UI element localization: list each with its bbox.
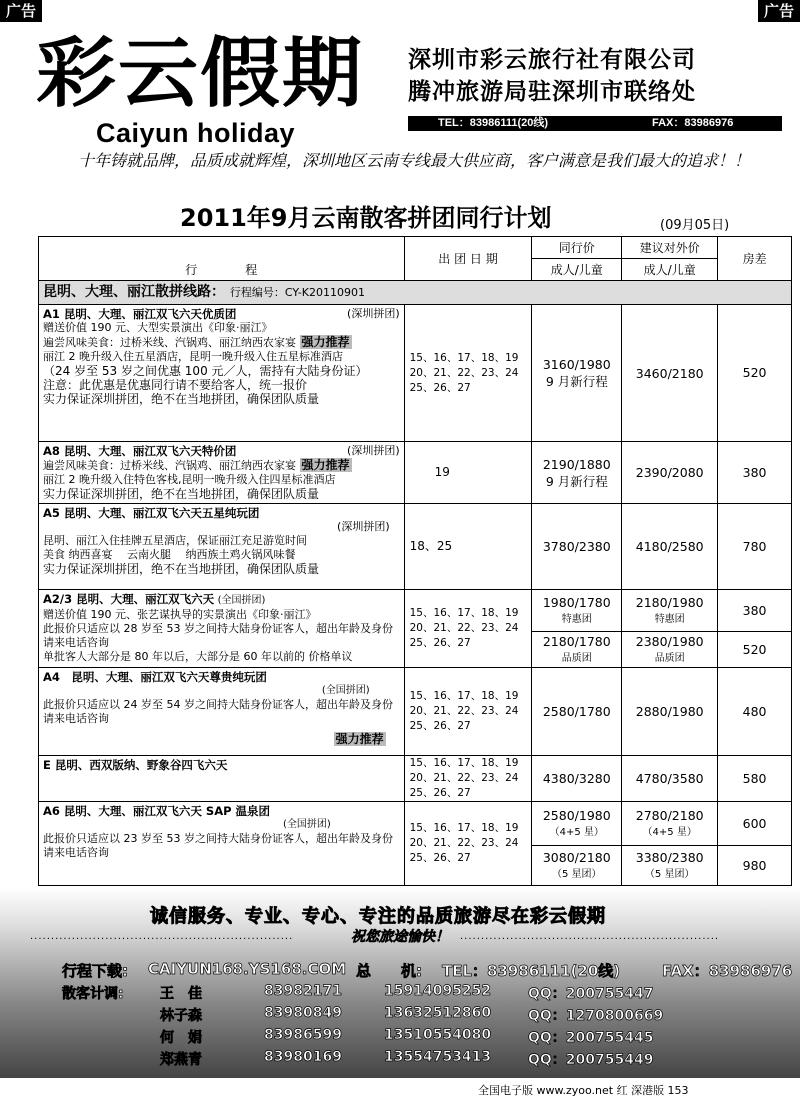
route-title: A8 昆明、大理、丽江双飞六天特价团 (深圳拼团) — [43, 444, 400, 458]
route-cell — [39, 504, 405, 590]
route-line: 美食 纳西喜宴 云南火腿 纳西族土鸡火锅风味餐 — [43, 548, 296, 561]
contact-tel: 83982171 — [264, 983, 342, 999]
retail-price: 4780/3580 — [622, 756, 718, 802]
contact-mobile: 15914095252 — [384, 983, 492, 999]
contact-qq: QQ：200755445 — [528, 1030, 654, 1046]
contact-qq: QQ：1270800669 — [528, 1008, 664, 1024]
main-tel: TEL：83986111(20线) — [442, 962, 621, 980]
ad-label-left: 广告 — [0, 0, 42, 22]
dates-cell: 19 — [404, 442, 532, 504]
route-line: 赠送价值 190 元、张艺谋执导的实景演出《印象·丽江》 — [43, 608, 317, 621]
route-line: 单批客人大部分是 80 年以后，大部分是 60 年以前的 价格单议 — [43, 650, 353, 663]
trade-price: 3080/2180 （5 星团） — [532, 846, 622, 886]
contact-qq: QQ：200755447 — [528, 986, 654, 1002]
company-name-1: 深圳市彩云旅行社有限公司 — [408, 47, 696, 73]
footer-wish: 祝您旅途愉快！ — [351, 929, 449, 945]
contact-mobile: 13510554080 — [384, 1027, 492, 1043]
route-line: 遍尝风味美食：过桥米线、汽锅鸡、丽江纳西农家宴 强力推荐 — [43, 458, 350, 472]
route-tag: (全国拼团) — [283, 819, 331, 830]
contact-mobile: 13554753413 — [384, 1049, 492, 1065]
table-row — [39, 802, 792, 846]
route-cell — [39, 305, 405, 442]
brand-logo-en: Caiyun holiday — [96, 118, 296, 148]
route-tag: (深圳拼团) — [347, 444, 400, 457]
retail-price: 2780/2180 （4+5 星） — [622, 802, 718, 846]
strong-recommend-badge: 强力推荐 — [301, 335, 350, 349]
retail-price: 2180/1980 特惠团 — [622, 590, 718, 632]
route-title: A6 昆明、大理、丽江双飞六天 SAP 温泉团 — [43, 804, 271, 818]
room-diff: 780 — [718, 504, 792, 590]
header-trade-sub: 成人/儿童 — [532, 259, 622, 281]
room-diff: 980 — [718, 846, 792, 886]
contact-name: 郑燕青 — [160, 1052, 202, 1068]
trade-price: 4380/3280 — [532, 756, 622, 802]
footer-title: 诚信服务、专业、专心、专注的品质旅游尽在彩云假期 — [150, 906, 606, 927]
table-row — [39, 590, 792, 632]
table-row — [39, 756, 792, 802]
room-diff: 380 — [718, 442, 792, 504]
retail-price: 3380/2380 （5 星团） — [622, 846, 718, 886]
route-line: （24 岁至 53 岁之间优惠 100 元／人，需持有大陆身份证） — [43, 364, 368, 378]
consult-label: 散客计调: — [62, 986, 124, 1002]
header-diff: 房差 — [718, 237, 792, 281]
section-heading — [39, 281, 792, 305]
download-url[interactable]: CAIYUN168.YS168.COM — [148, 960, 347, 978]
contact-tel: 83980849 — [264, 1005, 342, 1021]
room-diff: 600 — [718, 802, 792, 846]
trade-price: 2580/1780 — [532, 668, 622, 756]
route-tag: (深圳拼团) — [347, 307, 400, 320]
header-dates: 出 团 日 期 — [404, 237, 532, 281]
contact-name: 林子森 — [160, 1008, 202, 1024]
plan-title: 2011年9月云南散客拼团同行计划 — [180, 204, 552, 232]
retail-price: 2880/1980 — [622, 668, 718, 756]
table-row — [39, 668, 792, 756]
route-line: 此报价只适应以 28 岁至 53 岁之间持大陆身份证客人，超出年龄及身份请来电话咨询 — [43, 622, 393, 649]
brand-logo-cn: 彩云假期 — [36, 28, 364, 118]
contact-tel: 83980169 — [264, 1049, 342, 1065]
route-cell — [39, 590, 405, 668]
company-tel: TEL：83986111(20线) — [438, 117, 549, 129]
header-trade: 同行价 — [532, 237, 622, 259]
header-route: 行 程 — [39, 237, 405, 281]
dates-cell: 15、16、17、18、19 20、21、22、23、24 25、26、27 — [404, 590, 532, 668]
route-badge-wrap — [43, 732, 400, 747]
retail-price: 3460/2180 — [622, 305, 718, 442]
route-title: E 昆明、西双版纳、野象谷四飞六天 — [43, 758, 228, 772]
dates-cell: 15、16、17、18、19 20、21、22、23、24 25、26、27 — [404, 802, 532, 886]
route-line: 注意：此优惠是优惠同行请不要给客人，统一报价 — [43, 378, 308, 392]
download-label: 行程下载: — [62, 962, 128, 980]
table-header-row — [39, 237, 792, 259]
route-title: A5 昆明、大理、丽江双飞六天五星纯玩团 — [43, 506, 260, 520]
slogan: 十年铸就品牌，品质成就辉煌，深圳地区云南专线最大供应商，客户满意是我们最大的追求！！ — [78, 151, 751, 170]
divider-dots-left: ······························································· — [30, 934, 294, 945]
section-code: 行程编号：CY-K20110901 — [229, 286, 365, 299]
table-row — [39, 442, 792, 504]
strong-recommend-badge: 强力推荐 — [301, 458, 350, 472]
contact-mobile: 13632512860 — [384, 1005, 492, 1021]
company-name-2: 腾冲旅游局驻深圳市联络处 — [408, 79, 696, 105]
retail-price: 4180/2580 — [622, 504, 718, 590]
route-line: 此报价只适应以 23 岁至 53 岁之间持大陆身份证客人，超出年龄及身份请来电话咨询 — [43, 832, 393, 859]
room-diff: 380 — [718, 590, 792, 632]
table-row — [39, 305, 792, 442]
route-line: 昆明、丽江入住挂牌五星酒店，保证丽江充足游览时间 — [43, 534, 307, 547]
dates-cell: 15、16、17、18、19 20、21、22、23、24 25、26、27 — [404, 756, 532, 802]
bottom-page-info: 全国电子版 www.zyoo.net 红 深港版 153 — [478, 1084, 689, 1097]
trade-price: 3160/1980 9 月新行程 — [532, 305, 622, 442]
route-line: 丽江 2 晚升级入住五星酒店，昆明一晚升级入住五星标准酒店 — [43, 350, 343, 363]
retail-price: 2390/2080 — [622, 442, 718, 504]
route-title: A4 昆明、大理、丽江双飞六天尊贵纯玩团 — [43, 670, 267, 684]
contact-qq: QQ：200755449 — [528, 1052, 654, 1068]
company-fax: FAX：83986976 — [652, 117, 734, 129]
route-tag: (全国拼团) — [321, 685, 370, 696]
route-cell — [39, 802, 405, 886]
table-row — [39, 504, 792, 590]
ad-label-right: 广告 — [758, 0, 800, 22]
dates-cell: 18、25 — [404, 504, 532, 590]
retail-price: 2380/1980 品质团 — [622, 632, 718, 668]
trade-price: 2190/1880 9 月新行程 — [532, 442, 622, 504]
trade-price: 1980/1780 特惠团 — [532, 590, 622, 632]
route-cell — [39, 756, 405, 802]
company-names — [408, 44, 696, 108]
route-tag: (全国拼团) — [217, 595, 266, 606]
route-tag: (深圳拼团) — [337, 520, 390, 533]
route-line: 遍尝风味美食：过桥米线、汽锅鸡、丽江纳西农家宴 强力推荐 — [43, 335, 350, 349]
divider-dots-right: ······························································ — [460, 934, 720, 945]
route-line: 实力保证深圳拼团，绝不在当地拼团，确保团队质量 — [43, 392, 320, 406]
contact-name: 王 佳 — [160, 986, 202, 1002]
plan-date: (09月05日) — [660, 218, 730, 233]
dates-cell: 15、16、17、18、19 20、21、22、23、24 25、26、27 — [404, 305, 532, 442]
dates-cell: 15、16、17、18、19 20、21、22、23、24 25、26、27 — [404, 668, 532, 756]
route-cell — [39, 668, 405, 756]
trade-price: 2580/1980 （4+5 星） — [532, 802, 622, 846]
section-title: 昆明、大理、丽江散拼线路： — [43, 284, 225, 300]
route-title: A1 昆明、大理、丽江双飞六天优质团 (深圳拼团) — [43, 307, 400, 321]
trade-price: 3780/2380 — [532, 504, 622, 590]
route-line: 赠送价值 190 元、大型实景演出《印象·丽江》 — [43, 321, 273, 334]
room-diff: 580 — [718, 756, 792, 802]
header-retail-sub: 成人/儿童 — [622, 259, 718, 281]
room-diff: 520 — [718, 632, 792, 668]
section-row — [39, 281, 792, 305]
trade-price: 2180/1780 品质团 — [532, 632, 622, 668]
route-cell — [39, 442, 405, 504]
route-line: 丽江 2 晚升级入住特色客栈,昆明一晚升级入住四星标准酒店 — [43, 473, 336, 486]
price-table — [38, 236, 792, 886]
contact-bar — [408, 116, 782, 131]
strong-recommend-badge: 强力推荐 — [335, 732, 384, 746]
route-line: 实力保证深圳拼团，绝不在当地拼团，确保团队质量 — [43, 562, 320, 576]
contact-tel: 83986599 — [264, 1027, 342, 1043]
route-line: 实力保证深圳拼团，绝不在当地拼团，确保团队质量 — [43, 487, 320, 501]
room-diff: 520 — [718, 305, 792, 442]
route-title: A2/3 昆明、大理、丽江双飞六天 (全国拼团) — [43, 592, 266, 606]
main-fax: FAX：83986976 — [662, 962, 793, 980]
header-retail: 建议对外价 — [622, 237, 718, 259]
contact-name: 何 娟 — [160, 1030, 202, 1046]
room-diff: 480 — [718, 668, 792, 756]
route-line: 此报价只适应以 24 岁至 54 岁之间持大陆身份证客人，超出年龄及身份请来电话咨询 — [43, 698, 393, 725]
main-label: 总 机: — [356, 962, 422, 980]
